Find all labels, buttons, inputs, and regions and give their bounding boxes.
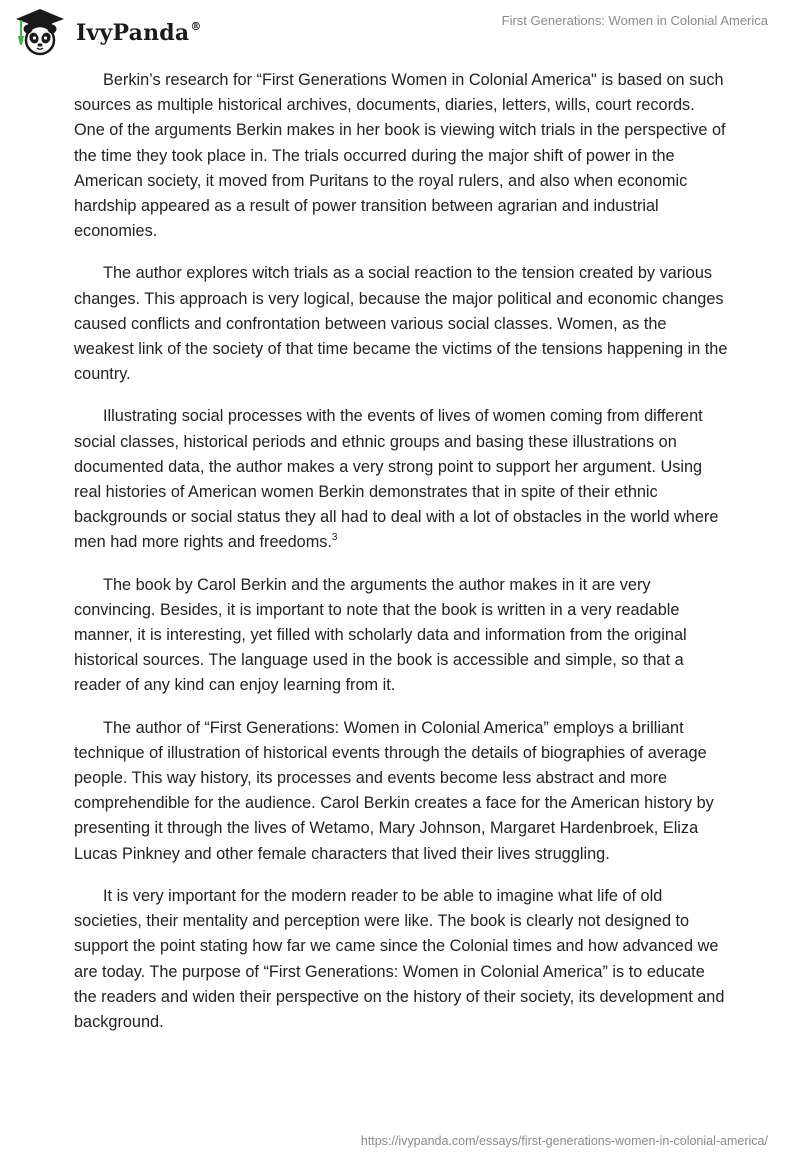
brand-name: IvyPanda® [76, 19, 202, 46]
paragraph-6: It is very important for the modern reader to be able to imagine what life of old societies, their mentality and perception were like. The book is clearly not designed to support the point stating how far we came since the Colonial times and how advanced we are today. The purpose of “First Generations: Women in Colonial America” is to educate the readers and widen their perspective on the history of their society, its development and background. [74, 886, 725, 1031]
essay-body [74, 68, 730, 1052]
source-url-link[interactable]: https://ivypanda.com/essays/first-generations-women-in-colonial-america/ [360, 1134, 768, 1148]
page-header [0, 0, 800, 60]
paragraph-5: The author of “First Generations: Women in Colonial America” employs a brilliant technique of illustration of historical events through the details of biographies of average people. This way history, its processes and events become less abstract and more comprehendible for the audience. Carol Berkin creates a face for the American history by presenting it through the lives of Wetamo, Mary Johnson, Margaret Hardenbroek, Eliza Lucas Pinkney and other female characters that lived their lives struggling. [74, 718, 714, 863]
footnote-marker[interactable]: 3 [331, 532, 338, 544]
paragraph-3 [74, 404, 730, 555]
paragraph-4: The book by Carol Berkin and the arguments the author makes in it are very convincing. Besides, it is important to note that the book is written in a very readable manner, it is interesting, yet filled with scholarly data and information from the original historical sources. The language used in the book is accessible and simple, so that a reader of any kind can enjoy learning from it. [74, 575, 687, 695]
paragraph-3-text: Illustrating social processes with the events of lives of women coming from different social classes, historical periods and ethnic groups and basing these illustrations on documented data, the author makes a very strong point to support her argument. Using real histories of American women Berkin demonstrates that in spite of their ethnic backgrounds or social status they all had to deal with a lot of obstacles in the world where men had more rights and freedoms. [74, 407, 719, 552]
paragraph-2: The author explores witch trials as a social reaction to the tension created by various changes. This approach is very logical, because the major political and economic changes caused conflicts and confrontation between various social classes. Women, as the weakest link of the society of that time became the victims of the tensions happening in the country. [74, 264, 728, 384]
panda-graduate-icon [14, 8, 66, 56]
brand-logo[interactable] [14, 8, 202, 56]
document-title: First Generations: Women in Colonial America [501, 13, 768, 28]
paragraph-1: Berkin’s research for “First Generations Women in Colonial America" is based on such sources as multiple historical archives, documents, diaries, letters, wills, court records. One of the arguments Berkin makes in her book is viewing witch trials in the perspective of the time they took place in. The trials occurred during the major shift of power in the American society, it moved from Puritans to the royal rulers, and also when economic hardship appeared as a result of power transition between agrarian and industrial economies. [74, 71, 726, 241]
